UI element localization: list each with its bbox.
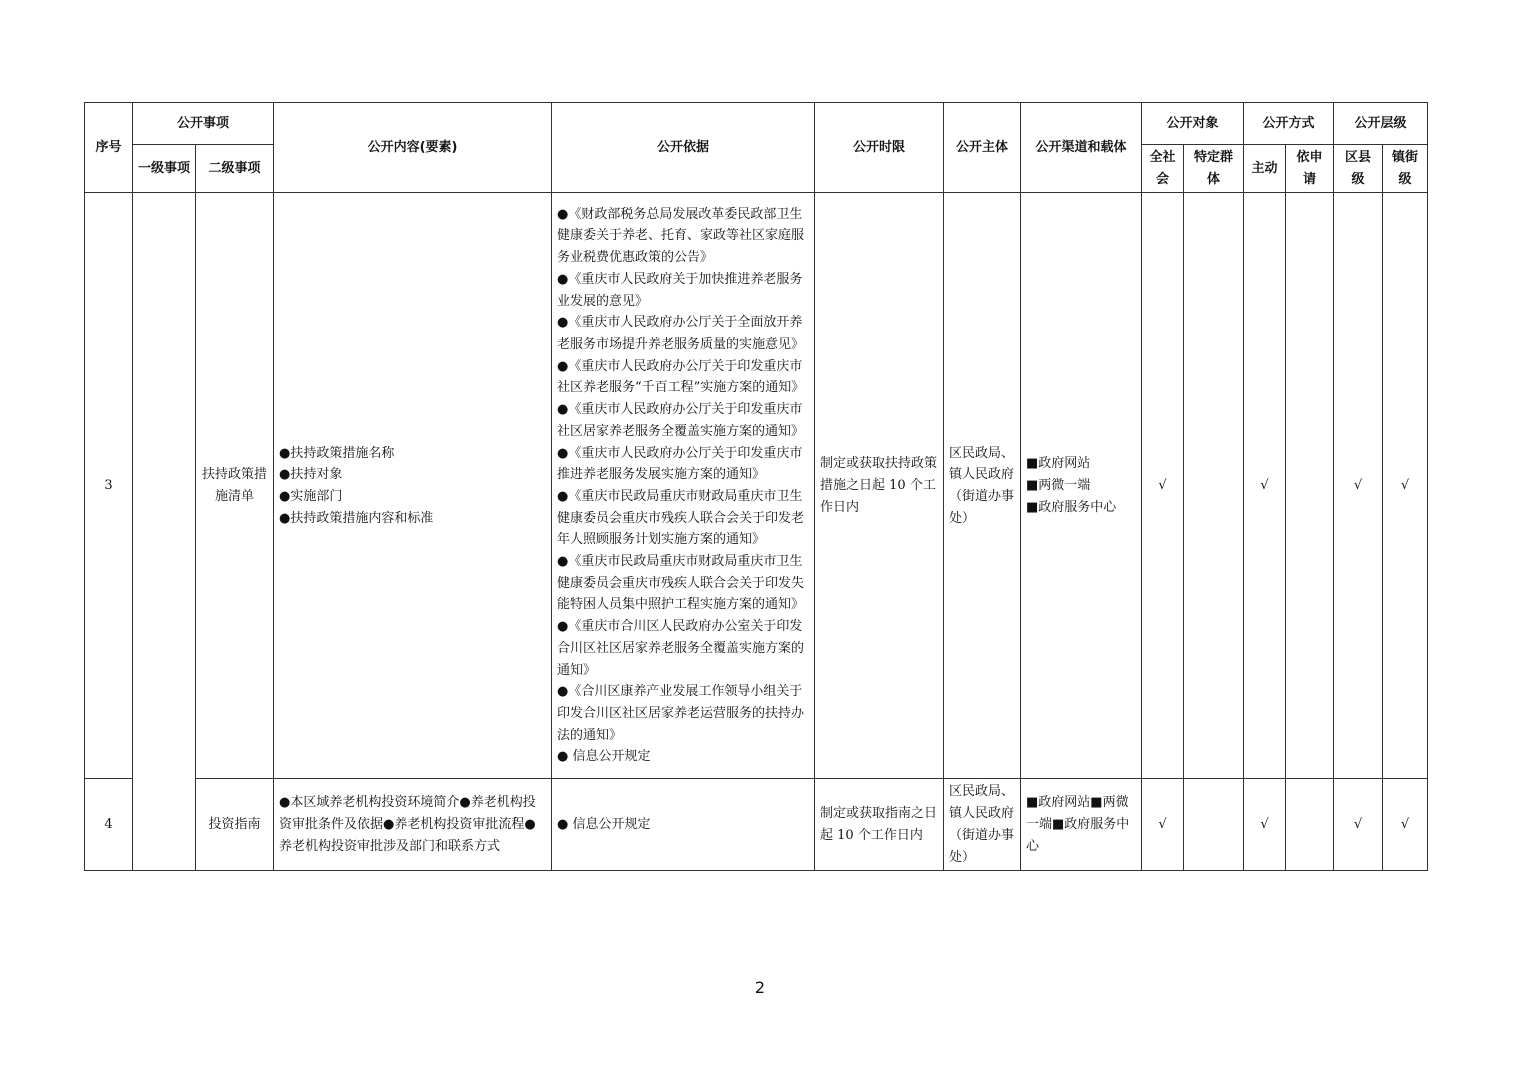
table-row [85, 779, 1428, 871]
row-level2: 扶持政策措施清单 [196, 193, 274, 779]
cell-line: ● 信息公开规定 [557, 749, 651, 765]
header-tier-town: 镇街级 [1383, 145, 1428, 193]
cell-line: ●实施部门 [279, 488, 343, 504]
row-time-limit: 制定或获取指南之日起 10 个工作日内 [815, 779, 944, 871]
header-matter: 公开事项 [133, 103, 274, 145]
cell-line: ●《重庆市人民政府关于加快推进养老服务业发展的意见》 [557, 271, 803, 309]
cell-line: ●扶持政策措施内容和标准 [279, 510, 434, 526]
row-method-apply [1286, 779, 1334, 871]
header-tier: 公开层级 [1334, 103, 1428, 145]
row-audience-specific [1184, 779, 1244, 871]
row-content [274, 193, 552, 779]
cell-line: ●《重庆市民政局重庆市财政局重庆市卫生健康委员会重庆市残疾人联合会关于印发失能特困人员集中照护工程实施方案的通知》 [557, 554, 805, 613]
row-method-active: √ [1244, 193, 1286, 779]
header-level2: 二级事项 [196, 145, 274, 193]
header-method: 公开方式 [1244, 103, 1334, 145]
row-subject: 区民政局、镇人民政府（街道办事处） [944, 193, 1021, 779]
cell-line: ●《财政部税务总局发展改革委民政部卫生健康委关于养老、托育、家政等社区家庭服务业税费优惠政策的公告》 [557, 206, 805, 266]
header-tier-district: 区县级 [1334, 145, 1383, 193]
row-level2: 投资指南 [196, 779, 274, 871]
cell-line: ● 信息公开规定 [557, 816, 651, 832]
header-audience: 公开对象 [1142, 103, 1244, 145]
row-audience-all: √ [1142, 779, 1184, 871]
header-method-apply: 依申请 [1286, 145, 1334, 193]
cell-line: ●《重庆市合川区人民政府办公室关于印发合川区社区居家养老服务全覆盖实施方案的通知》 [557, 619, 805, 678]
row-subject: 区民政局、镇人民政府（街道办事处） [944, 779, 1021, 871]
row-method-apply [1286, 193, 1334, 779]
header-seq: 序号 [85, 103, 133, 193]
disclosure-table [84, 102, 1428, 871]
row-channel [1021, 779, 1142, 871]
row-level1 [133, 193, 196, 871]
row-content [274, 779, 552, 871]
cell-line: ●《重庆市人民政府办公厅关于印发重庆市社区居家养老服务全覆盖实施方案的通知》 [557, 402, 805, 439]
header-level1: 一级事项 [133, 145, 196, 193]
cell-line: ■政府服务中心 [1026, 499, 1117, 515]
row-seq: 4 [85, 779, 133, 871]
row-basis [552, 193, 815, 779]
row-tier-town: √ [1383, 193, 1428, 779]
row-basis [552, 779, 815, 871]
header-method-active: 主动 [1244, 145, 1286, 193]
row-audience-all: √ [1142, 193, 1184, 779]
table-row [85, 193, 1428, 779]
cell-line: ●《重庆市人民政府办公厅关于全面放开养老服务市场提升养老服务质量的实施意见》 [557, 315, 805, 352]
header-content: 公开内容(要素) [274, 103, 552, 193]
row-channel [1021, 193, 1142, 779]
row-time-limit: 制定或获取扶持政策措施之日起 10 个工作日内 [815, 193, 944, 779]
header-basis: 公开依据 [552, 103, 815, 193]
cell-line: ●《重庆市民政局重庆市财政局重庆市卫生健康委员会重庆市残疾人联合会关于印发老年人照顾服务计划实施方案的通知》 [557, 488, 805, 548]
cell-line: ■两微一端 [1026, 478, 1091, 494]
row-seq: 3 [85, 193, 133, 779]
cell-line: ■政府网站 [1026, 456, 1091, 472]
cell-line: ●扶持对象 [279, 467, 343, 483]
page-number: 2 [754, 978, 766, 997]
row-tier-town: √ [1383, 779, 1428, 871]
cell-line: ●《合川区康养产业发展工作领导小组关于印发合川区社区居家养老运营服务的扶持办法的通知》 [557, 684, 805, 743]
cell-line: ●扶持政策措施名称 [279, 445, 395, 461]
row-tier-district: √ [1334, 193, 1383, 779]
header-subject: 公开主体 [944, 103, 1021, 193]
cell-line: ■政府网站■两微一端■政府服务中心 [1026, 795, 1130, 854]
cell-line: ●《重庆市人民政府办公厅关于印发重庆市社区养老服务“千百工程”实施方案的通知》 [557, 358, 805, 396]
row-method-active: √ [1244, 779, 1286, 871]
header-audience-specific: 特定群体 [1184, 145, 1244, 193]
row-audience-specific [1184, 193, 1244, 779]
row-tier-district: √ [1334, 779, 1383, 871]
cell-line: ●本区域养老机构投资环境简介●养老机构投资审批条件及依据●养老机构投资审批流程●养老机构投资审批涉及部门和联系方式 [279, 795, 536, 854]
cell-line: ●《重庆市人民政府办公厅关于印发重庆市推进养老服务发展实施方案的通知》 [557, 445, 803, 483]
header-channel: 公开渠道和载体 [1021, 103, 1142, 193]
header-audience-all: 全社会 [1142, 145, 1184, 193]
header-time-limit: 公开时限 [815, 103, 944, 193]
